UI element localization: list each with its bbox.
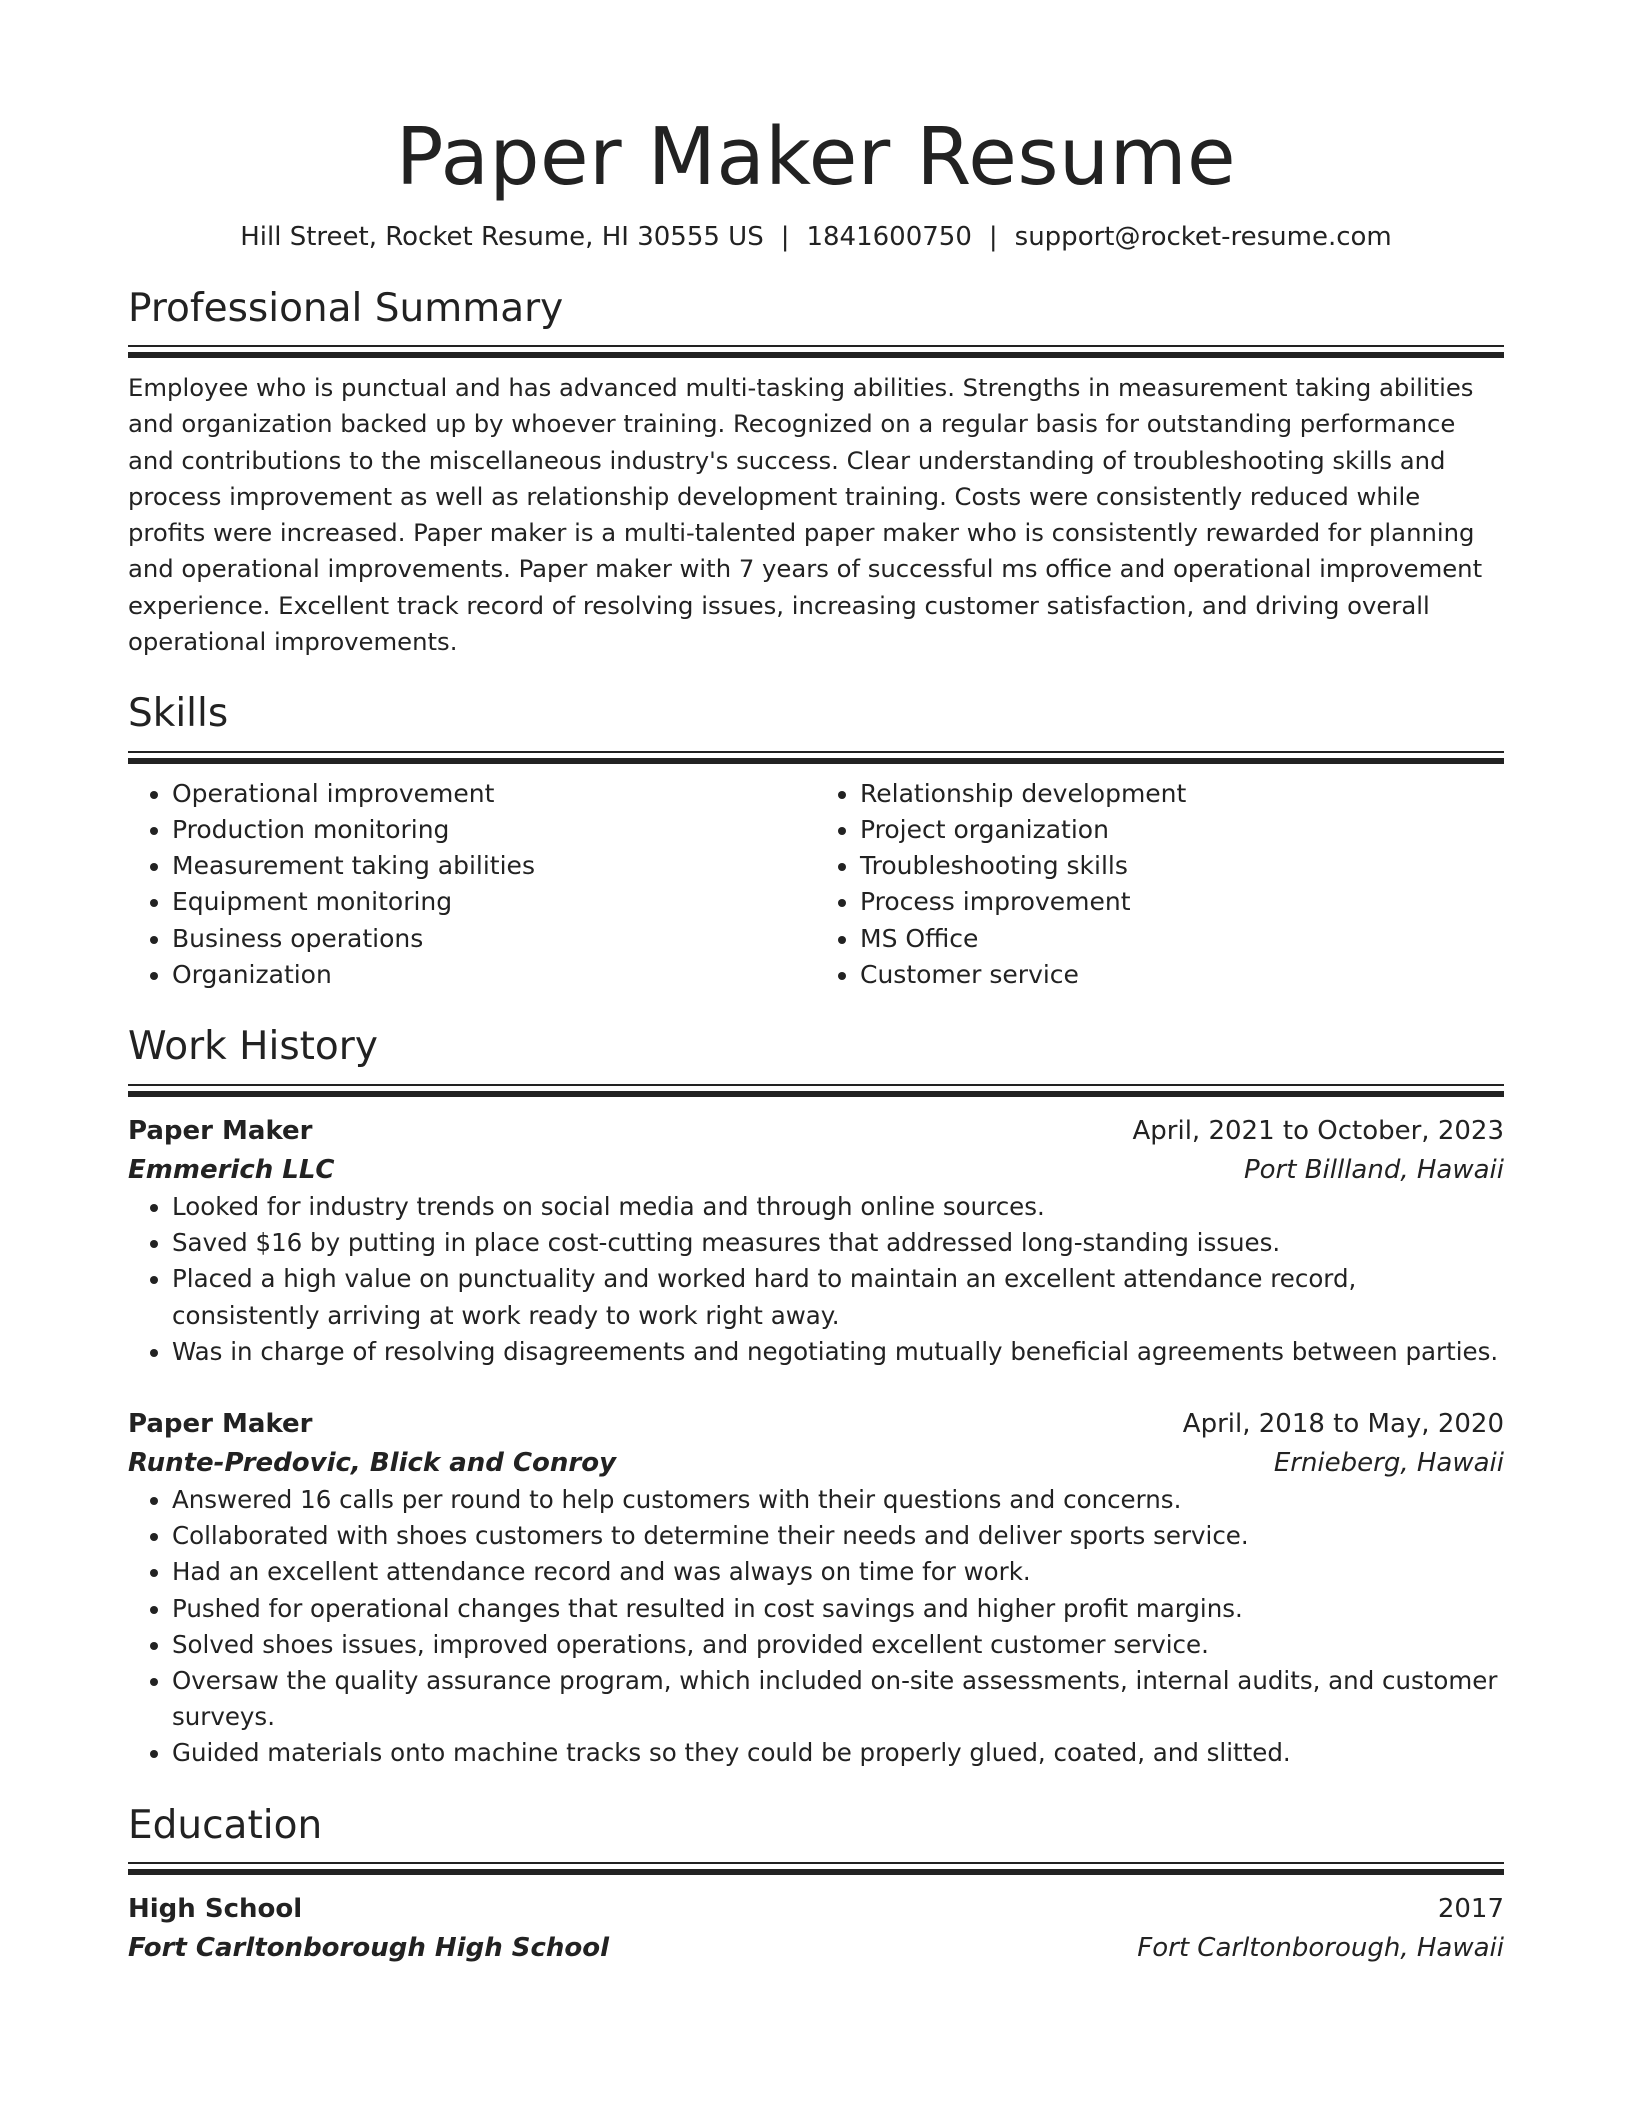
skill-item: • Measurement taking abilities	[172, 848, 816, 884]
job-bullet: • Placed a high value on punctuality and worked hard to maintain an excellent attendance record, consistently arriving at work ready to work right away.	[172, 1261, 1504, 1333]
contact-phone: 1841600750	[806, 221, 972, 252]
section-divider	[128, 1091, 1504, 1097]
education-location: Fort Carltonborough, Hawaii	[1137, 1933, 1504, 1964]
job-bullet: • Collaborated with shoes customers to determine their needs and deliver sports service.	[172, 1518, 1504, 1554]
section-heading-summary: Professional Summary	[128, 285, 564, 331]
contact-address: Hill Street, Rocket Resume, HI 30555 US	[240, 221, 764, 252]
skill-item: • Business operations	[172, 921, 816, 957]
job-header-row	[128, 1404, 1504, 1444]
job-location: Port Billland, Hawaii	[1243, 1154, 1504, 1185]
skill-item: • Process improvement	[860, 884, 1504, 920]
skills-section	[128, 688, 1504, 993]
education-year: 2017	[1437, 1894, 1504, 1925]
summary-text: Employee who is punctual and has advanced multi-tasking abilities. Strengths in measurement taking abilities and organization backed up by whoever training. Recognized on a regular basis for outstanding performance and contributions to the miscellaneous industry's success. Clear understanding of troubleshooting skills and process improvement as well as relationship development training. Costs were consistently reduced while profits were increased. Paper maker is a multi-talented paper maker who is consistently rewarded for planning and operational improvements. Paper maker with 7 years of successful ms office and operational improvement experience. Excellent track record of resolving issues, increasing customer satisfaction, and driving overall operational improvements.	[128, 373, 1483, 656]
section-divider	[128, 751, 1504, 753]
contact-line	[128, 221, 1504, 255]
summary-section	[128, 283, 1504, 660]
skill-item: • Organization	[172, 957, 816, 993]
education-entry	[128, 1889, 1504, 1967]
job-location: Ernieberg, Hawaii	[1273, 1447, 1504, 1478]
section-divider	[128, 1862, 1504, 1864]
skills-grid	[128, 776, 1504, 994]
job-bullet: • Was in charge of resolving disagreements and negotiating mutually beneficial agreements between parties.	[172, 1334, 1504, 1370]
section-divider	[128, 352, 1504, 358]
job-entry	[128, 1404, 1504, 1772]
education-school: Fort Carltonborough High School	[128, 1933, 610, 1964]
section-heading-skills: Skills	[128, 690, 229, 736]
work-history-section	[128, 1021, 1504, 1771]
skills-column-left	[128, 776, 816, 994]
education-school-row	[128, 1929, 1504, 1967]
job-company-row	[128, 1151, 1504, 1189]
job-dates: April, 2018 to May, 2020	[1182, 1408, 1504, 1439]
skill-item: • MS Office	[860, 921, 1504, 957]
skill-item: • Troubleshooting skills	[860, 848, 1504, 884]
contact-separator: |	[780, 221, 790, 252]
job-company-row	[128, 1444, 1504, 1482]
skill-item: • Customer service	[860, 957, 1504, 993]
job-bullet-list	[128, 1189, 1504, 1370]
skill-item: • Equipment monitoring	[172, 884, 816, 920]
job-title: Paper Maker	[128, 1115, 313, 1146]
education-header-row	[128, 1889, 1504, 1929]
job-company: Runte-Predovic, Blick and Conroy	[128, 1447, 617, 1478]
skill-item: • Operational improvement	[172, 776, 816, 812]
job-dates: April, 2021 to October, 2023	[1132, 1115, 1504, 1146]
job-bullet: • Had an excellent attendance record and was always on time for work.	[172, 1554, 1504, 1590]
skills-column-right	[816, 776, 1504, 994]
job-bullet: • Looked for industry trends on social media and through online sources.	[172, 1189, 1504, 1225]
job-header-row	[128, 1111, 1504, 1151]
education-degree: High School	[128, 1894, 303, 1925]
job-bullet: • Solved shoes issues, improved operations, and provided excellent customer service.	[172, 1627, 1504, 1663]
job-bullet: • Saved $16 by putting in place cost-cutting measures that addressed long-standing issues.	[172, 1225, 1504, 1261]
job-bullet: • Answered 16 calls per round to help customers with their questions and concerns.	[172, 1482, 1504, 1518]
job-company: Emmerich LLC	[128, 1154, 335, 1185]
skill-item: • Project organization	[860, 812, 1504, 848]
job-bullet: • Oversaw the quality assurance program, which included on-site assessments, internal audits, and customer surveys.	[172, 1663, 1504, 1735]
section-divider	[128, 758, 1504, 764]
contact-separator: |	[988, 221, 998, 252]
resume-title: Paper Maker Resume	[395, 111, 1237, 203]
contact-email: support@rocket-resume.com	[1014, 221, 1392, 252]
job-bullet: • Guided materials onto machine tracks so they could be properly glued, coated, and slitted.	[172, 1735, 1504, 1771]
job-bullet: • Pushed for operational changes that resulted in cost savings and higher profit margins.	[172, 1591, 1504, 1627]
job-bullet-list	[128, 1482, 1504, 1772]
section-divider	[128, 345, 1504, 347]
education-section	[128, 1800, 1504, 1968]
skill-item: • Production monitoring	[172, 812, 816, 848]
skill-item: • Relationship development	[860, 776, 1504, 812]
job-entry	[128, 1111, 1504, 1370]
section-divider	[128, 1869, 1504, 1875]
section-divider	[128, 1084, 1504, 1086]
section-heading-work-history: Work History	[128, 1024, 378, 1070]
section-heading-education: Education	[128, 1802, 323, 1848]
job-title: Paper Maker	[128, 1408, 313, 1439]
